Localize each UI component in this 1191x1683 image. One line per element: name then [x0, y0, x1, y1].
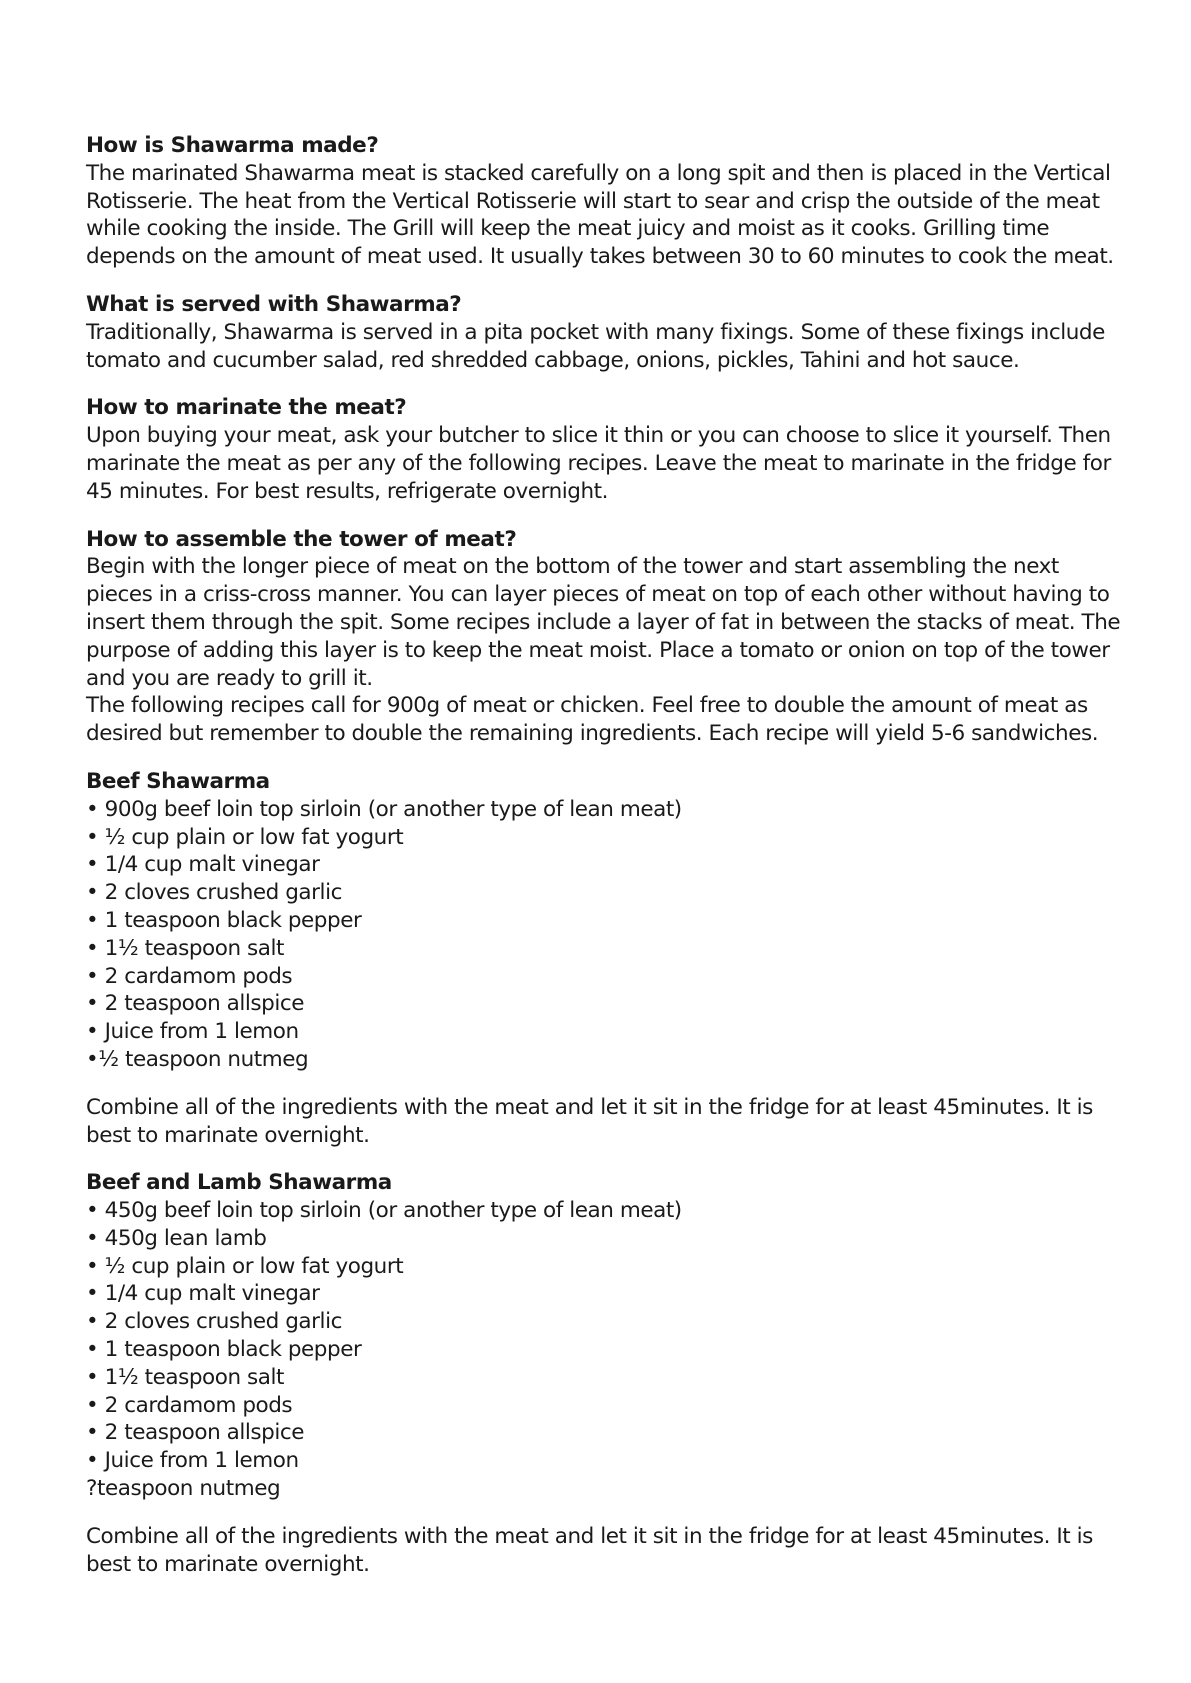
ingredient-list: [86, 1197, 1126, 1503]
ingredient-item: •½ teaspoon nutmeg: [86, 1046, 309, 1072]
ingredient-item: • 2 teaspoon allspice: [86, 1420, 305, 1446]
ingredient-item: • 450g beef loin top sirloin (or another type of lean meat): [86, 1198, 682, 1224]
ingredient-item: • Juice from 1 lemon: [86, 1019, 299, 1045]
ingredient-item: • 1 teaspoon black pepper: [86, 907, 362, 933]
section-heading: How is Shawarma made?: [86, 133, 379, 158]
ingredient-item: • 1/4 cup malt vinegar: [86, 1281, 320, 1307]
ingredient-list: [86, 796, 1126, 1074]
recipe-instructions: Combine all of the ingredients with the meat and let it sit in the fridge for at least 45minutes. It is best to marinate overnight.: [86, 1094, 1093, 1148]
section-heading: How to assemble the tower of meat?: [86, 526, 517, 552]
ingredient-item: • 2 cardamom pods: [86, 1392, 293, 1418]
ingredient-item: • Juice from 1 lemon: [86, 1448, 299, 1474]
section-how-made: [86, 132, 1126, 271]
ingredient-item: • ½ cup plain or low fat yogurt: [86, 1253, 404, 1279]
recipe-heading: Beef and Lamb Shawarma: [86, 1170, 392, 1196]
section-paragraph: The following recipes call for 900g of meat or chicken. Feel free to double the amount of meat as desired but remember to double the remaining ingredients. Each recipe will yield 5-6 sandwiches.: [86, 693, 1099, 747]
ingredient-item: ?teaspoon nutmeg: [86, 1476, 281, 1502]
ingredient-item: • 900g beef loin top sirloin (or another type of lean meat): [86, 796, 682, 822]
recipe-heading: Beef Shawarma: [86, 768, 270, 794]
section-paragraph: Traditionally, Shawarma is served in a pita pocket with many fixings. Some of these fixings include tomato and cucumber salad, red shredded cabbage, onions, pickles, Tahini and hot sauce.: [86, 319, 1105, 373]
ingredient-item: • 2 cardamom pods: [86, 963, 293, 989]
section-heading: How to marinate the meat?: [86, 395, 407, 421]
recipe-instructions: Combine all of the ingredients with the meat and let it sit in the fridge for at least 45minutes. It is best to marinate overnight.: [86, 1523, 1093, 1577]
recipe-beef-lamb-shawarma: [86, 1169, 1126, 1578]
recipe-beef-shawarma: [86, 768, 1126, 1149]
ingredient-item: • 450g lean lamb: [86, 1225, 267, 1251]
ingredient-item: • 2 cloves crushed garlic: [86, 880, 342, 906]
section-heading: What is served with Shawarma?: [86, 291, 462, 317]
section-paragraph: Begin with the longer piece of meat on the bottom of the tower and start assembling the next pieces in a criss-cross manner. You can layer pieces of meat on top of each other without having to insert them through the spit. Some recipes include a layer of fat in between the stacks of meat. The purpose of adding this layer is to keep the meat moist. Place a tomato or onion on top of the tower and you are ready to grill it.: [86, 554, 1121, 691]
section-paragraph: Upon buying your meat, ask your butcher to slice it thin or you can choose to slice it yourself. Then marinate the meat as per any of the following recipes. Leave the meat to marinate in the fridge for 45 minutes. For best results, refrigerate overnight.: [86, 423, 1111, 504]
section-paragraph: The marinated Shawarma meat is stacked carefully on a long spit and then is placed in the Vertical Rotisserie. The heat from the Vertical Rotisserie will start to sear and crisp the outside of the meat while cooking the inside. The Grill will keep the meat juicy and moist as it cooks. Grilling time depends on the amount of meat used. It usually takes between 30 to 60 minutes to cook the meat.: [86, 160, 1114, 270]
ingredient-item: • 1 teaspoon black pepper: [86, 1337, 362, 1363]
document-page: [86, 132, 1126, 1598]
ingredient-item: • 2 teaspoon allspice: [86, 991, 305, 1017]
ingredient-item: • 1½ teaspoon salt: [86, 1364, 284, 1390]
section-assemble: [86, 526, 1126, 748]
section-served-with: [86, 291, 1126, 374]
section-marinate: [86, 394, 1126, 505]
ingredient-item: • 1/4 cup malt vinegar: [86, 852, 320, 878]
ingredient-item: • 1½ teaspoon salt: [86, 935, 284, 961]
ingredient-item: • ½ cup plain or low fat yogurt: [86, 824, 404, 850]
ingredient-item: • 2 cloves crushed garlic: [86, 1309, 342, 1335]
